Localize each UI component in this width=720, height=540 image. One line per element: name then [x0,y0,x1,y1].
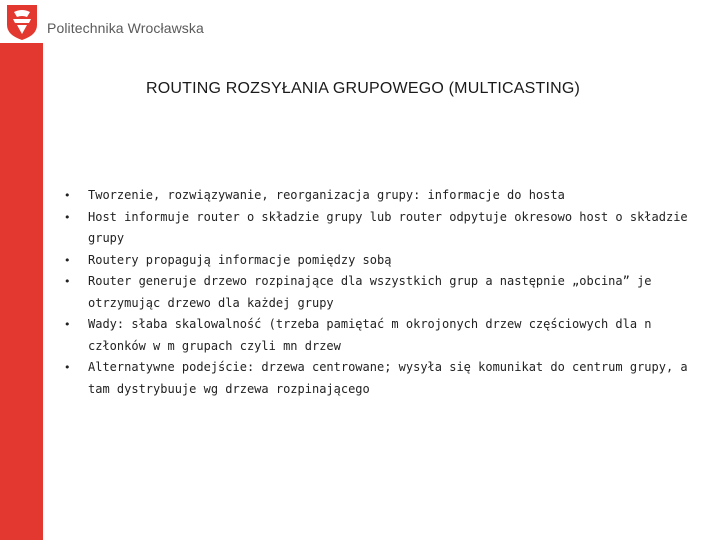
bullet-symbol: • [64,318,71,331]
slide-title: ROUTING ROZSYŁANIA GRUPOWEGO (MULTICASTING) [145,80,581,97]
bullet-list [62,185,712,400]
bullet-item [62,357,712,400]
bullet-item [62,271,712,314]
bullet-symbol: • [64,361,71,374]
bullet-item [62,185,712,207]
bullet-text: Routery propagują informacje pomiędzy sobą [88,252,392,267]
bullet-text: Host informuje router o składzie grupy lub router odpytuje okresowo host o składzie grupy [88,209,688,245]
bullet-item [62,314,712,357]
bullet-item [62,250,712,272]
university-logo [5,3,39,41]
bullet-symbol: • [64,210,71,224]
bullet-text: Router generuje drzewo rozpinające dla wszystkich grup a następnie „obcina” je otrzymując drzewo dla każdej grupy [88,274,652,310]
bullet-item [62,207,712,250]
bullet-symbol: • [64,275,71,288]
bullet-text: Alternatywne podejście: drzewa centrowane; wysyła się komunikat do centrum grupy, a tam dystrybuuje wg drzewa rozpinającego [88,360,688,396]
bullet-symbol: • [64,253,71,267]
brand-name: Politechnika Wrocławska [47,20,204,36]
bullet-text: Tworzenie, rozwiązywanie, reorganizacja grupy: informacje do hosta [88,188,565,202]
bullet-text: Wady: słaba skalowalność (trzeba pamiętać m okrojonych drzew częściowych dla n członków w m grupach czyli mn drzew [88,317,652,353]
left-accent-bar [0,43,43,540]
bullet-symbol: • [64,189,71,202]
